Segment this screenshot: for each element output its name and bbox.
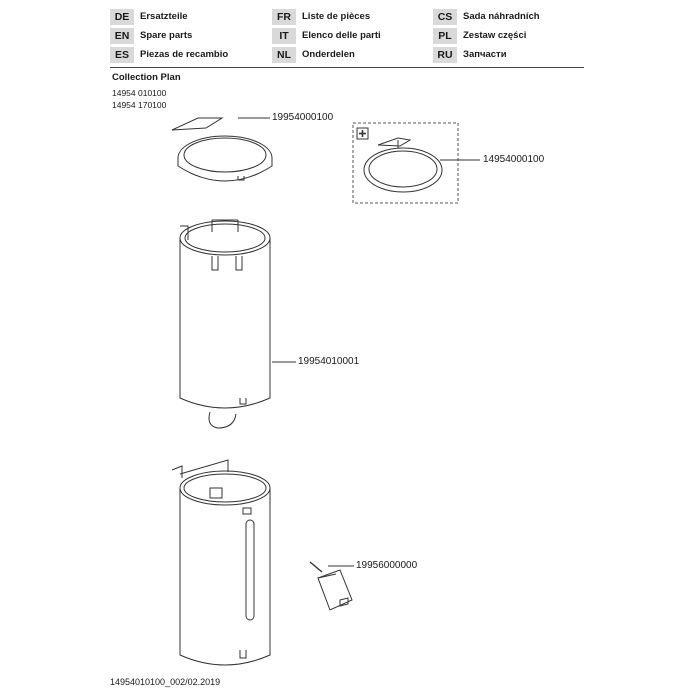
document-footer-code: 14954010100_002/02.2019 — [110, 677, 221, 687]
lang-code-badge: PL — [433, 28, 457, 44]
lang-code-badge: CS — [433, 9, 457, 25]
product-code: 14954 010100 — [112, 88, 167, 98]
lang-label: Elenco delle parti — [302, 30, 381, 41]
lang-code-badge: DE — [110, 9, 134, 25]
lang-code-badge: IT — [272, 28, 296, 44]
lang-code-badge: NL — [272, 47, 296, 63]
lang-label: Spare parts — [140, 30, 193, 41]
lang-label: Ersatzteile — [140, 11, 188, 22]
part-number-clip: 19956000000 — [356, 560, 418, 571]
part-number-inner-bin: 19954010001 — [298, 356, 360, 367]
lang-code-badge: EN — [110, 28, 134, 44]
product-code: 14954 170100 — [112, 100, 167, 110]
lang-code-badge: RU — [433, 47, 457, 63]
part-number-lid: 19954000100 — [272, 112, 334, 123]
lang-label: Sada náhradních — [463, 11, 540, 22]
lid-part — [172, 118, 272, 181]
lang-code-badge: ES — [110, 47, 134, 63]
lang-code-badge: FR — [272, 9, 296, 25]
lang-label: Piezas de recambio — [140, 49, 229, 60]
inner-bin-part — [180, 220, 296, 428]
part-number-ring: 14954000100 — [483, 154, 545, 165]
lang-label: Liste de pièces — [302, 11, 371, 22]
lang-label: Запчасти — [463, 49, 507, 60]
outer-housing-part — [172, 460, 270, 665]
clip-part — [310, 562, 354, 610]
lang-label: Zestaw części — [463, 30, 527, 41]
optional-ring-part — [353, 123, 480, 203]
collection-title: Collection Plan — [112, 72, 181, 83]
lang-label: Onderdelen — [302, 49, 355, 60]
